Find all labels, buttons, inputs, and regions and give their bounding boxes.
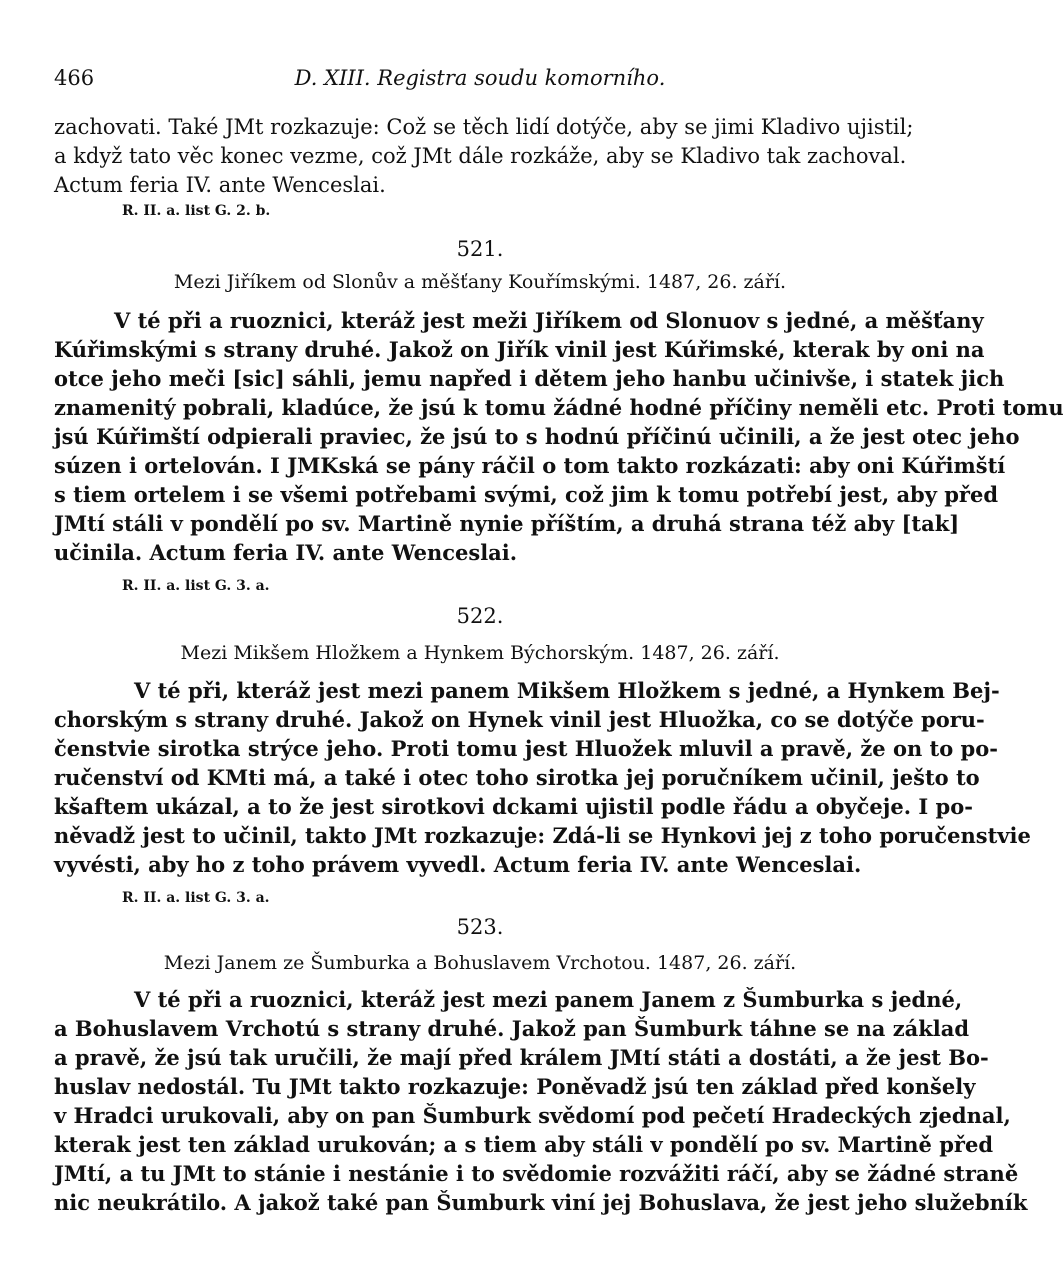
text-line: znamenitý pobrali, kladúce, že jsú k tomu žádné hodné příčiny neměli etc. Proti tomu [54,395,1064,420]
entry-number: 522. [456,604,504,628]
page-header [54,66,906,92]
entry-heading: Mezi Jiříkem od Slonův a měšťany Kouřímskými. 1487, 26. září. [173,271,787,293]
archive-reference: R. II. a. list G. 3. a. [122,890,270,906]
entry-paragraph [54,306,1064,597]
entry-heading: Mezi Janem ze Šumburka a Bohuslavem Vrchotou. 1487, 26. září. [163,952,797,974]
archive-reference: R. II. a. list G. 2. b. [122,203,271,219]
text-line: JMtí stáli v pondělí po sv. Martině nynie příštím, a druhá strana též aby [tak] [54,511,960,536]
entry-paragraph [54,676,1031,909]
text-line: zachovati. Také JMt rozkazuje: Což se těch lidí dotýče, aby se jimi Kladivo ujistil; [54,115,914,139]
entry-number: 523. [456,915,504,939]
text-line: kšaftem ukázal, a to že jest sirotkovi dckami ujistil podle řádu a obyčeje. I po- [54,794,973,819]
text-line: ručenství od KMti má, a také i otec toho sirotka jej poručníkem učinil, ješto to [54,765,980,790]
text-line: Actum feria IV. ante Wenceslai. [54,173,386,197]
entry-number: 521. [456,237,504,261]
text-line: JMtí, a tu JMt to stánie i nestánie i to svědomie rozvážiti ráčí, aby se žádné straně [54,1161,1019,1186]
text-line: a Bohuslavem Vrchotú s strany druhé. Jakož pan Šumburk táhne se na základ [54,1016,970,1041]
text-line: Kúřimskými s strany druhé. Jakož on Jiřík vinil jest Kúřimské, kterak by oni na [54,337,985,362]
archive-reference: R. II. a. list G. 3. a. [122,578,270,594]
entry-heading: Mezi Mikšem Hložkem a Hynkem Býchorským. 1487, 26. září. [180,642,780,664]
text-line: huslav nedostál. Tu JMt takto rozkazuje: Poněvadž jsú ten základ před konšely [54,1074,976,1099]
text-line: V té při a ruoznici, kteráž jest mezi panem Janem z Šumburka s jedné, [134,987,963,1012]
text-line: v Hradci urukovali, aby on pan Šumburk svědomí pod pečetí Hradeckých zjednal, [54,1103,1011,1128]
text-line: V té při, kteráž jest mezi panem Mikšem Hložkem s jedné, a Hynkem Bej- [134,678,1000,703]
text-line: něvadž jest to učinil, takto JMt rozkazuje: Zdá-li se Hynkovi jej z toho poručenstvie [54,823,1031,848]
text-line: otce jeho meči [sic] sáhli, jemu napřed i dětem jeho hanbu učinivše, i statek jich [54,366,1005,391]
text-line: V té při a ruoznici, kteráž jest meži Jiříkem od Slonuov s jedné, a měšťany [114,308,984,333]
text-line: súzen i ortelován. I JMKská se pány ráčil o tom takto rozkázati: aby oni Kúřimští [54,453,1006,478]
running-title: D. XIII. Registra soudu komorního. [294,66,666,90]
text-line: chorským s strany druhé. Jakož on Hynek vinil jest Hluožka, co se dotýče poru- [54,707,985,732]
text-line: vyvésti, aby ho z toho právem vyvedl. Actum feria IV. ante Wenceslai. [54,852,862,877]
text-line: učinila. Actum feria IV. ante Wenceslai. [54,540,518,565]
intro-paragraph [54,113,914,222]
page-number: 466 [54,66,95,90]
text-line: a pravě, že jsú tak uručili, že mají před králem JMtí státi a dostáti, a že jest Bo- [54,1045,989,1070]
text-line: kterak jest ten základ urukován; a s tiem aby stáli v pondělí po sv. Martině před [54,1132,994,1157]
text-line: čenstvie sirotka strýce jeho. Proti tomu jest Hluožek mluvil a pravě, že on to po- [54,736,998,761]
entry-paragraph [54,985,1028,1217]
text-line: jsú Kúřimští odpierali praviec, že jsú to s hodnú příčinú učinili, a že jest otec jeho [54,424,1020,449]
text-line: s tiem ortelem i se všemi potřebami svými, což jim k tomu potřebí jest, aby před [54,482,999,507]
text-line: a když tato věc konec vezme, což JMt dále rozkáže, aby se Kladivo tak zachoval. [54,144,907,168]
text-line: nic neukrátilo. A jakož také pan Šumburk viní jej Bohuslava, že jest jeho služebník [54,1190,1028,1215]
